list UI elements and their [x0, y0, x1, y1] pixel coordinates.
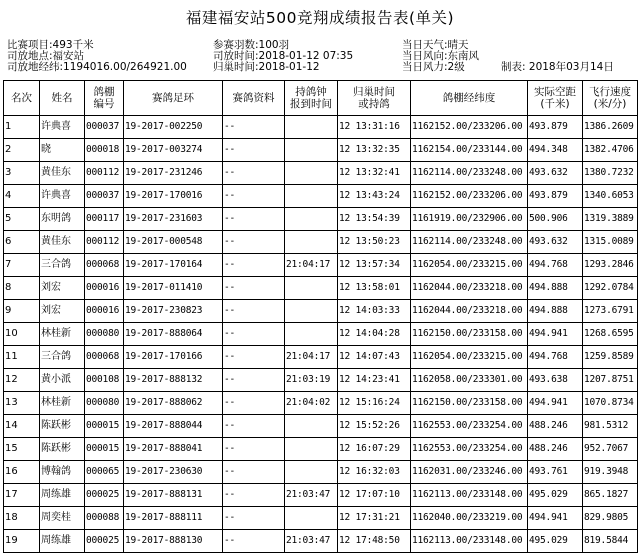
- cell-distance: 488.246: [528, 438, 583, 461]
- cell-info: --: [223, 300, 285, 323]
- cell-arrival: 12 13:57:34: [338, 254, 411, 277]
- cell-name: 陈跃彬: [40, 438, 85, 461]
- cell-rank: 18: [4, 507, 40, 530]
- cell-speed: 1386.2609: [583, 116, 638, 139]
- cell-loft: 000117: [85, 208, 124, 231]
- cell-loft: 000025: [85, 484, 124, 507]
- cell-name: 林桂新: [40, 323, 85, 346]
- cell-clock: [285, 208, 338, 231]
- cell-speed: 1380.7232: [583, 162, 638, 185]
- cell-distance: 494.888: [528, 300, 583, 323]
- cell-clock: 21:04:17: [285, 254, 338, 277]
- wind-dir-label: 当日风向:: [402, 50, 448, 62]
- cell-ring: 19-2017-170164: [124, 254, 223, 277]
- cell-loft: 000018: [85, 139, 124, 162]
- cell-loft: 000068: [85, 346, 124, 369]
- cell-distance: 494.348: [528, 139, 583, 162]
- cell-speed: 1315.0089: [583, 231, 638, 254]
- cell-loft: 000016: [85, 300, 124, 323]
- made-date: 2018年03月14日: [528, 61, 614, 73]
- cell-speed: 1070.8734: [583, 392, 638, 415]
- cell-ring: 19-2017-170166: [124, 346, 223, 369]
- cell-speed: 865.1827: [583, 484, 638, 507]
- cell-name: 许典喜: [40, 116, 85, 139]
- cell-info: --: [223, 415, 285, 438]
- cell-clock: [285, 139, 338, 162]
- cell-coords: 1162044.00/233218.00: [411, 277, 528, 300]
- cell-loft: 000088: [85, 507, 124, 530]
- release-time-value: 2018-01-12 07:35: [258, 50, 354, 62]
- cell-info: --: [223, 116, 285, 139]
- cell-name: 刘宏: [40, 277, 85, 300]
- cell-rank: 7: [4, 254, 40, 277]
- cell-coords: 1162113.00/233148.00: [411, 484, 528, 507]
- cell-name: 陈跃彬: [40, 415, 85, 438]
- table-row: [4, 530, 638, 553]
- header-info: 赛鸽资料: [223, 81, 285, 116]
- table-row: [4, 185, 638, 208]
- header-distance: 实际空距 (千米): [528, 81, 583, 116]
- cell-arrival: 12 15:16:24: [338, 392, 411, 415]
- cell-rank: 5: [4, 208, 40, 231]
- cell-arrival: 12 13:54:39: [338, 208, 411, 231]
- cell-speed: 819.5844: [583, 530, 638, 553]
- cell-arrival: 12 13:32:41: [338, 162, 411, 185]
- cell-clock: [285, 415, 338, 438]
- cell-info: --: [223, 277, 285, 300]
- race-item-value: 493千米: [52, 39, 94, 51]
- cell-speed: 1268.6595: [583, 323, 638, 346]
- wind-dir-value: 东南风: [447, 50, 480, 62]
- cell-clock: [285, 162, 338, 185]
- cell-arrival: 12 16:07:29: [338, 438, 411, 461]
- cell-coords: 1162058.00/233301.00: [411, 369, 528, 392]
- cell-clock: [285, 185, 338, 208]
- cell-distance: 493.879: [528, 116, 583, 139]
- table-row: [4, 254, 638, 277]
- cell-ring: 19-2017-230630: [124, 461, 223, 484]
- cell-name: 许典喜: [40, 185, 85, 208]
- cell-info: --: [223, 208, 285, 231]
- table-row: [4, 507, 638, 530]
- table-row: [4, 484, 638, 507]
- cell-rank: 8: [4, 277, 40, 300]
- weather-label: 当日天气:: [402, 39, 448, 51]
- cell-ring: 19-2017-003274: [124, 139, 223, 162]
- cell-clock: [285, 116, 338, 139]
- cell-rank: 6: [4, 231, 40, 254]
- table-row: [4, 162, 638, 185]
- table-header-row: [4, 81, 638, 116]
- cell-speed: 952.7067: [583, 438, 638, 461]
- meta-made: [501, 62, 614, 73]
- cell-name: 黄佳东: [40, 231, 85, 254]
- cell-speed: 981.5312: [583, 415, 638, 438]
- race-item-label: 比赛项目:: [7, 39, 53, 51]
- wind-force-value: 2级: [447, 61, 465, 73]
- made-label: 制表:: [501, 61, 526, 73]
- cell-loft: 000112: [85, 231, 124, 254]
- cell-name: 博翰鸽: [40, 461, 85, 484]
- cell-arrival: 12 17:07:10: [338, 484, 411, 507]
- cell-distance: 495.029: [528, 484, 583, 507]
- cell-rank: 12: [4, 369, 40, 392]
- release-coords-value: 1194016.00/264921.00: [63, 61, 187, 73]
- cell-coords: 1162114.00/233248.00: [411, 162, 528, 185]
- cell-loft: 000025: [85, 530, 124, 553]
- cell-rank: 14: [4, 415, 40, 438]
- cell-arrival: 12 17:48:50: [338, 530, 411, 553]
- cell-speed: 1340.6053: [583, 185, 638, 208]
- cell-coords: 1162031.00/233246.00: [411, 461, 528, 484]
- cell-loft: 000112: [85, 162, 124, 185]
- cell-ring: 19-2017-011410: [124, 277, 223, 300]
- wind-force-label: 当日风力:: [402, 61, 448, 73]
- cell-coords: 1162113.00/233148.00: [411, 530, 528, 553]
- table-row: [4, 438, 638, 461]
- cell-clock: [285, 438, 338, 461]
- cell-speed: 919.3948: [583, 461, 638, 484]
- cell-rank: 10: [4, 323, 40, 346]
- cell-loft: 000015: [85, 415, 124, 438]
- cell-distance: 494.941: [528, 323, 583, 346]
- cell-arrival: 12 13:58:01: [338, 277, 411, 300]
- cell-info: --: [223, 231, 285, 254]
- cell-info: --: [223, 185, 285, 208]
- cell-clock: 21:03:47: [285, 484, 338, 507]
- cell-rank: 16: [4, 461, 40, 484]
- cell-arrival: 12 13:31:16: [338, 116, 411, 139]
- header-ring: 赛鸽足环: [124, 81, 223, 116]
- cell-name: 晓: [40, 139, 85, 162]
- cell-arrival: 12 13:43:24: [338, 185, 411, 208]
- cell-name: 东明鸽: [40, 208, 85, 231]
- cell-ring: 19-2017-888132: [124, 369, 223, 392]
- header-arrival: 归巢时间 或持鸽: [338, 81, 411, 116]
- meta-return-time: [213, 62, 320, 73]
- cell-info: --: [223, 530, 285, 553]
- cell-coords: 1162152.00/233206.00: [411, 185, 528, 208]
- table-row: [4, 369, 638, 392]
- cell-ring: 19-2017-888064: [124, 323, 223, 346]
- cell-loft: 000065: [85, 461, 124, 484]
- release-site-label: 司放地点:: [7, 50, 53, 62]
- cell-arrival: 12 14:07:43: [338, 346, 411, 369]
- cell-rank: 1: [4, 116, 40, 139]
- cell-loft: 000108: [85, 369, 124, 392]
- cell-distance: 494.941: [528, 507, 583, 530]
- cell-coords: 1162553.00/233254.00: [411, 438, 528, 461]
- cell-info: --: [223, 323, 285, 346]
- cell-ring: 19-2017-231246: [124, 162, 223, 185]
- release-coords-label: 司放地经纬:: [7, 61, 64, 73]
- table-row: [4, 461, 638, 484]
- cell-coords: 1162054.00/233215.00: [411, 346, 528, 369]
- cell-ring: 19-2017-888111: [124, 507, 223, 530]
- cell-arrival: 12 17:31:21: [338, 507, 411, 530]
- cell-distance: 493.761: [528, 461, 583, 484]
- cell-ring: 19-2017-170016: [124, 185, 223, 208]
- cell-distance: 500.906: [528, 208, 583, 231]
- cell-arrival: 12 13:50:23: [338, 231, 411, 254]
- cell-ring: 19-2017-230823: [124, 300, 223, 323]
- cell-arrival: 12 13:32:35: [338, 139, 411, 162]
- cell-coords: 1162040.00/233219.00: [411, 507, 528, 530]
- cell-name: 周练雄: [40, 530, 85, 553]
- cell-clock: 21:03:47: [285, 530, 338, 553]
- table-row: [4, 231, 638, 254]
- cell-coords: 1162150.00/233158.00: [411, 392, 528, 415]
- cell-rank: 13: [4, 392, 40, 415]
- cell-info: --: [223, 346, 285, 369]
- cell-info: --: [223, 438, 285, 461]
- cell-speed: 1293.2846: [583, 254, 638, 277]
- table-row: [4, 116, 638, 139]
- cell-distance: 488.246: [528, 415, 583, 438]
- cell-loft: 000080: [85, 392, 124, 415]
- cell-name: 周练雄: [40, 484, 85, 507]
- cell-rank: 3: [4, 162, 40, 185]
- table-row: [4, 208, 638, 231]
- cell-rank: 17: [4, 484, 40, 507]
- header-name: 姓名: [40, 81, 85, 116]
- cell-coords: 1162150.00/233158.00: [411, 323, 528, 346]
- cell-name: 周奕桂: [40, 507, 85, 530]
- cell-loft: 000037: [85, 185, 124, 208]
- cell-info: --: [223, 162, 285, 185]
- cell-arrival: 12 14:23:41: [338, 369, 411, 392]
- cell-ring: 19-2017-888130: [124, 530, 223, 553]
- cell-info: --: [223, 254, 285, 277]
- cell-name: 三合鸽: [40, 254, 85, 277]
- cell-loft: 000080: [85, 323, 124, 346]
- cell-coords: 1162152.00/233206.00: [411, 116, 528, 139]
- cell-arrival: 12 14:03:33: [338, 300, 411, 323]
- table-row: [4, 392, 638, 415]
- cell-coords: 1161919.00/232906.00: [411, 208, 528, 231]
- cell-clock: [285, 323, 338, 346]
- cell-distance: 493.879: [528, 185, 583, 208]
- cell-speed: 1207.8751: [583, 369, 638, 392]
- meta-release-coords: [7, 62, 187, 73]
- table-row: [4, 415, 638, 438]
- header-speed: 飞行速度 (米/分): [583, 81, 638, 116]
- cell-distance: 494.768: [528, 346, 583, 369]
- cell-speed: 1382.4706: [583, 139, 638, 162]
- cell-clock: [285, 461, 338, 484]
- cell-distance: 494.941: [528, 392, 583, 415]
- cell-clock: [285, 277, 338, 300]
- cell-ring: 19-2017-888041: [124, 438, 223, 461]
- cell-info: --: [223, 507, 285, 530]
- cell-speed: 1259.8589: [583, 346, 638, 369]
- cell-rank: 19: [4, 530, 40, 553]
- cell-speed: 1292.0784: [583, 277, 638, 300]
- cell-ring: 19-2017-231603: [124, 208, 223, 231]
- entries-label: 参赛羽数:: [213, 39, 259, 51]
- cell-rank: 2: [4, 139, 40, 162]
- cell-ring: 19-2017-888131: [124, 484, 223, 507]
- cell-rank: 4: [4, 185, 40, 208]
- cell-clock: [285, 300, 338, 323]
- cell-info: --: [223, 139, 285, 162]
- release-site-value: 福安站: [52, 50, 85, 62]
- cell-loft: 000037: [85, 116, 124, 139]
- cell-clock: 21:04:02: [285, 392, 338, 415]
- cell-ring: 19-2017-888044: [124, 415, 223, 438]
- cell-distance: 493.632: [528, 231, 583, 254]
- table-row: [4, 346, 638, 369]
- cell-rank: 15: [4, 438, 40, 461]
- cell-distance: 494.768: [528, 254, 583, 277]
- cell-info: --: [223, 369, 285, 392]
- table-row: [4, 300, 638, 323]
- cell-name: 黄佳东: [40, 162, 85, 185]
- cell-distance: 494.888: [528, 277, 583, 300]
- meta-wind-force: [402, 62, 465, 73]
- cell-distance: 493.632: [528, 162, 583, 185]
- cell-ring: 19-2017-000548: [124, 231, 223, 254]
- cell-speed: 1319.3889: [583, 208, 638, 231]
- report-title: 福建福安站500竞翔成绩报告表(单关): [185, 9, 455, 27]
- entries-value: 100羽: [258, 39, 290, 51]
- cell-arrival: 12 14:04:28: [338, 323, 411, 346]
- cell-name: 刘宏: [40, 300, 85, 323]
- cell-distance: 495.029: [528, 530, 583, 553]
- cell-coords: 1162553.00/233254.00: [411, 415, 528, 438]
- cell-ring: 19-2017-888062: [124, 392, 223, 415]
- results-table: [3, 80, 638, 553]
- cell-ring: 19-2017-002250: [124, 116, 223, 139]
- header-rank: 名次: [4, 81, 40, 116]
- weather-value: 晴天: [447, 39, 469, 51]
- cell-clock: [285, 231, 338, 254]
- cell-coords: 1162054.00/233215.00: [411, 254, 528, 277]
- header-loft-no: 鸽棚 编号: [85, 81, 124, 116]
- cell-loft: 000015: [85, 438, 124, 461]
- header-coords: 鸽棚经纬度: [411, 81, 528, 116]
- cell-loft: 000068: [85, 254, 124, 277]
- return-time-value: 2018-01-12: [258, 61, 320, 73]
- return-time-label: 归巢时间:: [213, 61, 259, 73]
- cell-info: --: [223, 484, 285, 507]
- table-row: [4, 139, 638, 162]
- header-clock: 持鸽钟 报到时间: [285, 81, 338, 116]
- cell-arrival: 12 16:32:03: [338, 461, 411, 484]
- cell-name: 黄小派: [40, 369, 85, 392]
- cell-clock: 21:03:19: [285, 369, 338, 392]
- cell-arrival: 12 15:52:26: [338, 415, 411, 438]
- release-time-label: 司放时间:: [213, 50, 259, 62]
- cell-loft: 000016: [85, 277, 124, 300]
- cell-name: 林桂新: [40, 392, 85, 415]
- cell-info: --: [223, 392, 285, 415]
- table-row: [4, 277, 638, 300]
- cell-coords: 1162154.00/233144.00: [411, 139, 528, 162]
- cell-name: 三合鸽: [40, 346, 85, 369]
- cell-rank: 9: [4, 300, 40, 323]
- cell-info: --: [223, 461, 285, 484]
- cell-distance: 493.638: [528, 369, 583, 392]
- cell-clock: [285, 507, 338, 530]
- cell-rank: 11: [4, 346, 40, 369]
- cell-coords: 1162114.00/233248.00: [411, 231, 528, 254]
- table-row: [4, 323, 638, 346]
- cell-coords: 1162044.00/233218.00: [411, 300, 528, 323]
- cell-clock: 21:04:17: [285, 346, 338, 369]
- cell-speed: 829.9805: [583, 507, 638, 530]
- cell-speed: 1273.6791: [583, 300, 638, 323]
